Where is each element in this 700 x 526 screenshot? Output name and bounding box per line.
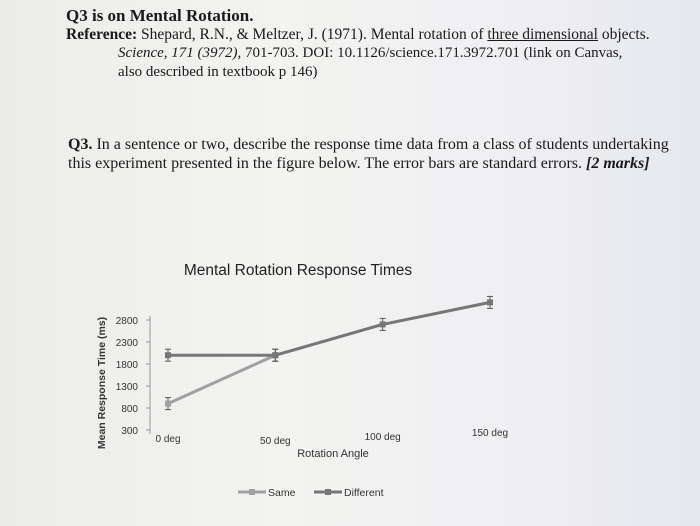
x-tick-label: 0 deg	[155, 434, 181, 445]
data-point-same	[165, 401, 171, 407]
reference-doi: 701-703. DOI: 10.1126/science.171.3972.701 (link on Canvas,	[241, 45, 623, 61]
chart-title: Mental Rotation Response Times	[183, 262, 413, 279]
reference-tail: objects.	[597, 26, 650, 43]
reference-line-3: also described in textbook p 146)	[118, 64, 318, 80]
x-tick-label: 100 deg	[364, 432, 401, 443]
question-line-1	[68, 136, 669, 154]
legend-label-different: Different	[344, 487, 384, 499]
x-tick-label: 150 deg	[471, 428, 508, 439]
data-point-different	[272, 352, 278, 358]
y-tick-label: 1300	[115, 382, 138, 393]
response-time-chart	[88, 246, 508, 521]
reference-lead: Shepard, R.N., & Meltzer, J. (1971). Mental rotation of	[137, 26, 488, 43]
legend-label-same: Same	[268, 487, 296, 499]
section-header: Q3 is on Mental Rotation.	[66, 6, 254, 25]
data-point-different	[487, 299, 493, 305]
chart-canvas	[88, 246, 508, 521]
question-label: Q3.	[68, 136, 93, 153]
y-tick-label: 1800	[115, 360, 138, 371]
reference-link-text[interactable]: three dimensional	[487, 26, 598, 43]
y-axis-label: Mean Response Time (ms)	[96, 316, 108, 450]
y-tick-label: 300	[121, 426, 138, 437]
question-text-2: this experiment presented in the figure below. The error bars are standard errors.	[68, 155, 587, 172]
data-point-different	[165, 352, 171, 358]
marks-label: [2 marks]	[586, 155, 650, 172]
reference-line-1	[66, 26, 650, 44]
question-text-1: In a sentence or two, describe the response time data from a class of students undertaking	[92, 136, 669, 153]
legend-marker-different	[325, 489, 331, 495]
question-line-2	[68, 155, 650, 173]
y-tick-label: 2800	[115, 316, 138, 327]
x-axis-label: Rotation Angle	[297, 448, 369, 460]
series-line-different	[168, 302, 490, 355]
reference-line-2	[118, 45, 622, 62]
reference-label: Reference:	[66, 26, 138, 43]
series-line-same	[168, 355, 275, 403]
journal-citation: Science, 171 (3972),	[118, 45, 242, 61]
legend-marker-same	[249, 489, 255, 495]
y-tick-label: 800	[121, 404, 138, 415]
data-point-different	[380, 321, 386, 327]
y-tick-label: 2300	[115, 338, 138, 349]
x-tick-label: 50 deg	[260, 436, 291, 447]
